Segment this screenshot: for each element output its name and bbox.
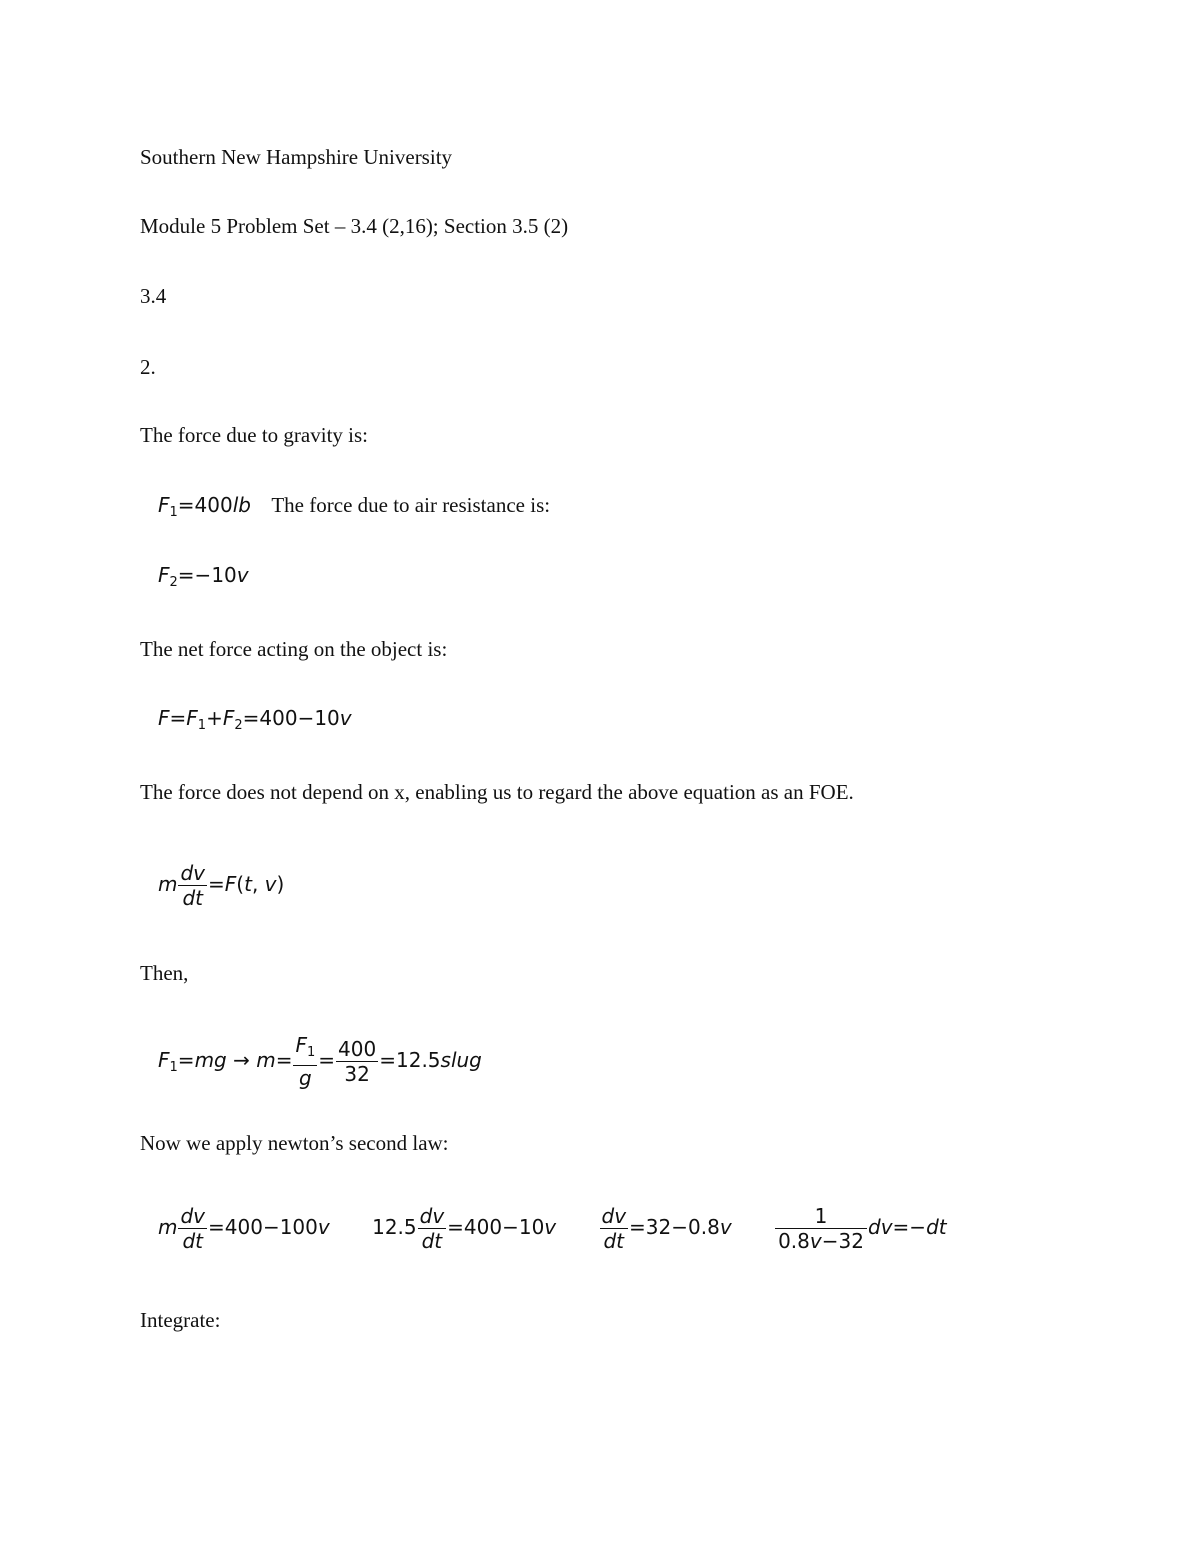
paragraph-foe: The force does not depend on x, enabling us to regard the above equation as an FOE. bbox=[140, 780, 854, 804]
paragraph-net-force: The net force acting on the object is: bbox=[140, 637, 448, 661]
equation-newton-chain bbox=[158, 1204, 947, 1253]
section-number: 3.4 bbox=[140, 284, 167, 308]
paragraph-newton: Now we apply newton’s second law: bbox=[140, 1131, 449, 1155]
paragraph-then: Then, bbox=[140, 961, 189, 985]
equation-f1: $F_1=400lb$ The force due to air resistance is: bbox=[158, 493, 551, 520]
equation-step-4: $\frac{1}{0.8v-32}$ dv=−dt bbox=[774, 1215, 947, 1239]
equation-step-1: m $\frac{dv}{dt}$ =400−100v bbox=[158, 1204, 330, 1253]
paragraph-integrate: Integrate: bbox=[140, 1308, 221, 1332]
equation-foe: m $\frac{dv}{dt}$ =F(t, v) bbox=[158, 861, 285, 910]
document-title: Module 5 Problem Set – 3.4 (2,16); Section 3.5 (2) bbox=[140, 214, 569, 238]
equation-step-3: $\frac{dv}{dt}$ =32−0.8v bbox=[601, 1204, 732, 1253]
equation-f2: $F_2=-10v$ bbox=[158, 563, 249, 590]
equation-step-2: 12.5 $\frac{dv}{dt}$ =400−10v bbox=[372, 1204, 557, 1253]
equation-mass: $F_1=mg \to m=$ $\frac{F_1}{g}$ = $\frac{400}{32}$ =12.5slug bbox=[158, 1033, 482, 1090]
institution: Southern New Hampshire University bbox=[140, 145, 453, 169]
paragraph-air-resistance: The force due to air resistance is: bbox=[271, 493, 551, 517]
problem-number: 2. bbox=[140, 355, 156, 379]
equation-net-force: $F=F_1+F_2=400-10v$ bbox=[158, 706, 352, 733]
paragraph-gravity: The force due to gravity is: bbox=[140, 423, 369, 447]
